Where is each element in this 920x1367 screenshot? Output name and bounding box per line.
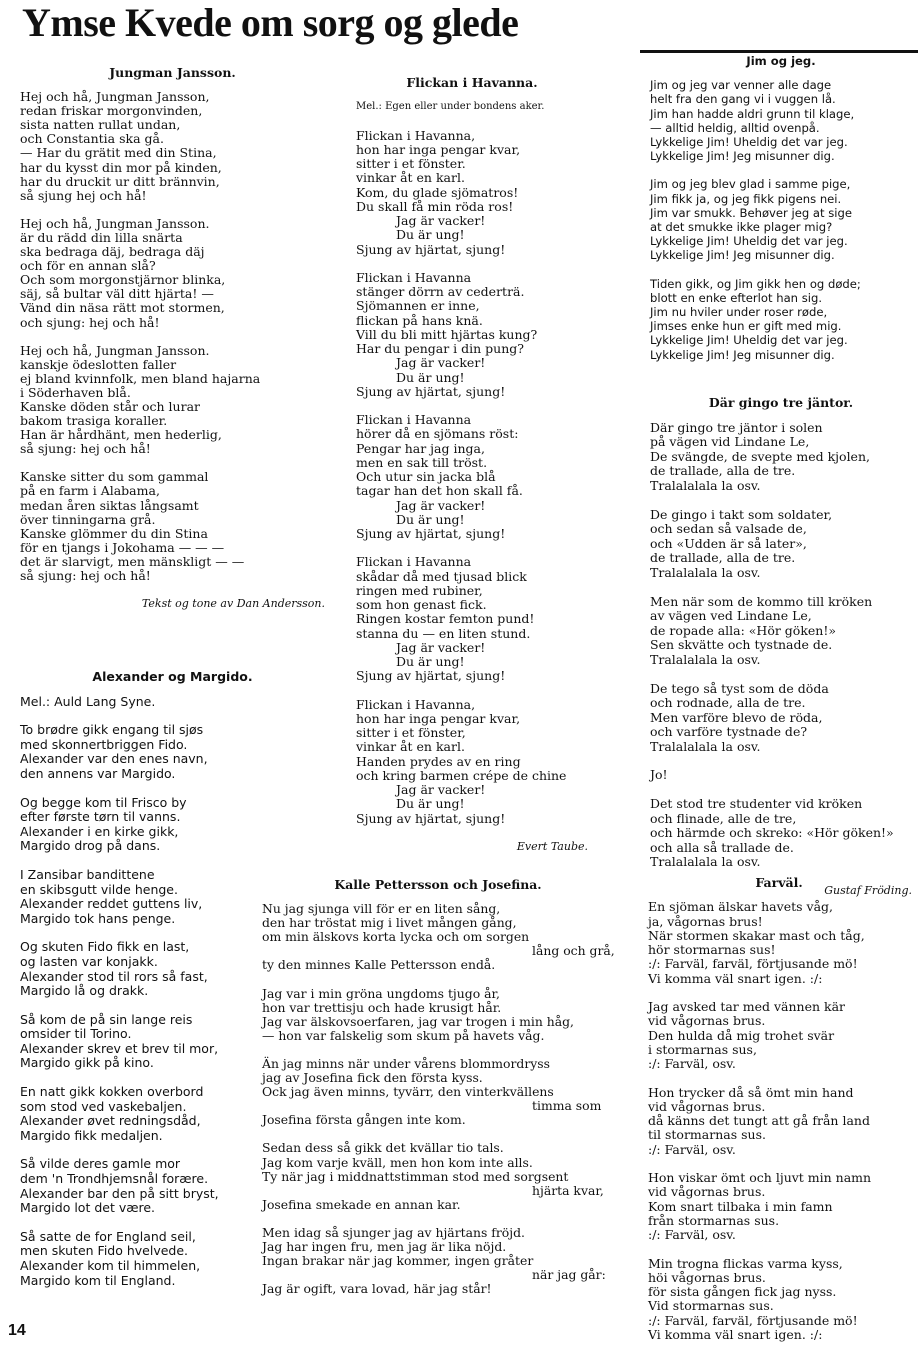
- verse-line: så sjung: hej och hå!: [20, 568, 151, 583]
- stanza: [20, 217, 325, 330]
- verse-line: den annens var Margido.: [20, 765, 176, 781]
- verse-line: Hon trycker då så ömt min hand: [648, 1084, 854, 1100]
- verse-line: vinkar åt en karl.: [356, 739, 465, 755]
- page-number: 14: [8, 1322, 26, 1339]
- verse-line: :/: Farväl, osv.: [648, 1141, 736, 1157]
- song-credit: Tekst og tone av Dan Andersson.: [141, 597, 325, 611]
- verse-line: höi vågornas brus.: [648, 1269, 766, 1285]
- verse-line: Sedan dess så gikk det kvällar tio tals.: [262, 1140, 504, 1156]
- verse-line: hör stormarnas sus!: [648, 942, 776, 958]
- verse-line: Alexander øvet redningsdåd,: [20, 1113, 201, 1129]
- verse-line: ja, vågornas brus!: [648, 913, 763, 929]
- verse-line: Lykkelige Jim! Uheldig det var jeg.: [650, 333, 848, 348]
- verse-line: medan åren siktas långsamt: [20, 497, 199, 513]
- verse-line: men skuten Fido hvelvede.: [20, 1243, 189, 1259]
- stanza: [356, 129, 588, 257]
- verse-line: helt fra den gang vi i vuggen lå.: [650, 92, 836, 107]
- stanza: [650, 421, 912, 494]
- verse-line: i stormarnas sus,: [648, 1041, 757, 1057]
- verse-line: stanna du — en liten stund.: [356, 625, 531, 641]
- verse-line: en skibsgutt vilde henge.: [20, 881, 178, 897]
- verse-line: Så vilde deres gamle mor: [20, 1156, 181, 1172]
- verse-line: Kom snart tilbaka i min famn: [648, 1198, 833, 1214]
- verse-line: Pengar har jag inga,: [356, 440, 485, 456]
- verse-line: Ringen kostar femton pund!: [356, 611, 535, 627]
- verse-line: bakom trasiga koraller.: [20, 413, 168, 429]
- stanza: [356, 413, 588, 541]
- verse-line: Ock jag även minns, tyvärr, den vinterkvällens: [262, 1084, 554, 1100]
- song-dar-gingo-tre-jantor: [650, 396, 912, 899]
- verse-line: när jag går:: [532, 1267, 606, 1283]
- verse-line: Du är ung!: [396, 511, 465, 527]
- verse-line: för en tjangs i Jokohama — — —: [20, 539, 225, 555]
- verse-line: Har du pengar i din pung?: [356, 341, 524, 356]
- verse-line: at det smukke ikke plager mig?: [650, 220, 833, 235]
- verse-line: Margido fikk medaljen.: [20, 1127, 163, 1143]
- verse-line: Vänd din näsa rätt mot stormen,: [20, 300, 225, 316]
- verse-line: En natt gikk kokken overbord: [20, 1084, 204, 1100]
- verse-line: Alexander kom til himmelen,: [20, 1258, 201, 1273]
- verse-line: det är slarvigt, men mänskligt — —: [20, 553, 245, 569]
- stanza: [356, 698, 588, 826]
- verse-line: Tiden gikk, og Jim gikk hen og døde;: [650, 276, 861, 291]
- verse-line: Jim han hadde aldri grunn til klage,: [650, 106, 855, 121]
- verse-line: Flickan i Havanna: [356, 269, 472, 285]
- verse-line: til stormarnas sus.: [648, 1127, 766, 1143]
- verse-line: och alla så trallade de.: [650, 839, 794, 855]
- stanza: [650, 595, 912, 668]
- verse-line: Vid stormarnas sus.: [648, 1298, 774, 1314]
- verse-line: och sjung: hej och hå!: [20, 314, 160, 330]
- verse-line: de trallade, alla de tre.: [650, 463, 796, 479]
- song-title: Där gingo tre jäntor.: [708, 395, 854, 410]
- stanza: [648, 1086, 910, 1157]
- header-rule: [640, 50, 918, 53]
- verse-line: och rodnade, alla de tre.: [650, 695, 806, 711]
- verse-line: Alexander var den enes navn,: [20, 751, 208, 767]
- verse-line: vid vågornas brus.: [648, 1013, 766, 1029]
- verse-line: säj, så bultar väl ditt hjärta! —: [20, 286, 214, 302]
- verse-line: Kom, du glade sjömatros!: [356, 184, 519, 200]
- verse-line: tagar han det hon skall få.: [356, 483, 523, 499]
- stanza: [356, 271, 588, 399]
- verse-line: kanskje ödeslotten faller: [20, 356, 177, 372]
- stanza: [262, 1226, 614, 1296]
- stanza: [262, 987, 614, 1043]
- verse-line: från stormarnas sus.: [648, 1212, 780, 1228]
- verse-line: :/: Farväl, osv.: [648, 1227, 736, 1243]
- verse-line: — Har du grätit med din Stina,: [20, 145, 217, 161]
- verse-line: Sjung av hjärtat, sjung!: [356, 668, 506, 684]
- verse-line: Du är ung!: [396, 654, 465, 669]
- verse-line: de trallade, alla de tre.: [650, 550, 796, 566]
- song-credit: Gustaf Fröding.: [824, 884, 912, 898]
- verse-line: stänger dörrn av cederträ.: [356, 284, 525, 299]
- verse-line: Lykkelige Jim! Uheldig det var jeg.: [650, 234, 848, 249]
- verse-line: :/: Farväl, farväl, förtjusande mö!: [648, 956, 858, 972]
- verse-line: Jag är vacker!: [396, 782, 486, 797]
- verse-line: Jim og jeg blev glad i samme pige,: [650, 177, 851, 192]
- verse-line: Vill du bli mitt hjärtas kung?: [356, 326, 538, 342]
- verse-line: Tralalalala la osv.: [650, 477, 761, 493]
- verse-line: Jag kom varje kväll, men hon kom inte alls.: [262, 1154, 533, 1170]
- verse-line: vid vågornas brus.: [648, 1098, 766, 1114]
- verse-line: hörer då en sjömans röst:: [356, 426, 519, 442]
- song-farval: [648, 876, 910, 1356]
- verse-line: Hej och hå, Jungman Jansson.: [20, 342, 210, 358]
- stanza: [262, 1141, 614, 1211]
- song-title: Farväl.: [755, 875, 803, 890]
- verse-line: Josefina första gången inte kom.: [262, 1112, 466, 1128]
- verse-line: De gingo i takt som soldater,: [650, 506, 833, 522]
- verse-line: Flickan i Havanna,: [356, 696, 476, 712]
- verse-line: Lykkelige Jim! Jeg misunner dig.: [650, 248, 835, 263]
- song-credit: Evert Taube.: [516, 839, 588, 853]
- verse-line: — alltid heldig, alltid ovenpå.: [650, 120, 820, 135]
- verse-line: blott en enke efterlot han sig.: [650, 290, 823, 305]
- song-title: Flickan i Havanna.: [406, 75, 538, 90]
- verse-line: Men varföre blevo de röda,: [650, 709, 823, 725]
- stanza: [650, 682, 912, 755]
- verse-line: Så kom de på sin lange reis: [20, 1011, 193, 1027]
- verse-line: lång och grå,: [532, 943, 615, 959]
- verse-line: Nu jag sjunga vill för er en liten sång,: [262, 901, 501, 917]
- verse-line: To brødre gikk engang til sjøs: [20, 722, 204, 738]
- verse-line: och «Udden är så later»,: [650, 535, 807, 551]
- verse-line: Josefina smekade en annan kar.: [262, 1196, 461, 1212]
- stanza: [650, 768, 912, 783]
- verse-line: :/: Farväl, farväl, förtjusande mö!: [648, 1312, 858, 1328]
- verse-line: Jag är ogift, vara lovad, här jag står!: [262, 1281, 492, 1297]
- verse-line: som stod ved vaskebaljen.: [20, 1098, 187, 1114]
- verse-line: Jag är vacker!: [396, 213, 486, 228]
- verse-line: har du kysst din mor på kinden,: [20, 159, 222, 175]
- verse-line: hjärta kvar,: [532, 1182, 604, 1198]
- verse-line: är du rädd din lilla snärta: [20, 229, 183, 245]
- verse-line: Jag avsked tar med vännen kär: [648, 999, 846, 1015]
- verse-line: ty den minnes Kalle Pettersson endå.: [262, 957, 496, 973]
- verse-line: Jag har ingen fru, men jag är lika nöjd.: [262, 1238, 507, 1254]
- stanza: [20, 90, 325, 203]
- stanza: [262, 902, 614, 972]
- verse-line: Hej och hå, Jungman Jansson.: [20, 215, 210, 231]
- verse-line: över tinningarna grå.: [20, 511, 156, 527]
- verse-line: og lasten var konjakk.: [20, 953, 158, 969]
- verse-line: hon har inga pengar kvar,: [356, 710, 521, 726]
- verse-line: Margido drog på dans.: [20, 838, 161, 854]
- verse-line: Men när som de kommo till kröken: [650, 593, 873, 609]
- verse-line: I Zansibar bandittene: [20, 866, 155, 882]
- verse-line: så sjung: hej och hå!: [20, 441, 151, 457]
- stanza: [20, 344, 325, 457]
- song-flickan-i-havanna: [356, 76, 588, 854]
- verse-line: När stormen skakar mast och tåg,: [648, 927, 865, 943]
- verse-line: men en sak till tröst.: [356, 454, 488, 470]
- verse-line: Og skuten Fido fikk en last,: [20, 939, 190, 955]
- song-jim-og-jeg: [650, 54, 912, 376]
- verse-line: flickan på hans knä.: [356, 312, 483, 328]
- verse-line: med skonnertbriggen Fido.: [20, 736, 188, 752]
- verse-line: Och som morgonstjärnor blinka,: [20, 272, 226, 288]
- verse-line: Alexander reddet guttens liv,: [20, 896, 203, 912]
- verse-line: Det stod tre studenter vid kröken: [650, 796, 863, 812]
- page-title: Ymse Kvede om sorg og glede: [22, 0, 519, 45]
- verse-line: Kanske döden står och lurar: [20, 398, 200, 414]
- verse-line: Alexander skrev et brev til mor,: [20, 1040, 219, 1056]
- verse-line: redan friskar morgonvinden,: [20, 103, 203, 119]
- stanza: [648, 1000, 910, 1071]
- verse-line: Jag var i min gröna ungdoms tjugo år,: [262, 985, 500, 1001]
- song-title: Jim og jeg.: [746, 54, 816, 68]
- verse-line: den har tröstat mig i livet mången gång,: [262, 915, 517, 931]
- verse-line: Lykkelige Jim! Jeg misunner dig.: [650, 347, 835, 362]
- verse-line: Flickan i Havanna,: [356, 127, 476, 143]
- verse-line: Du är ung!: [396, 796, 465, 812]
- stanza: [650, 797, 912, 870]
- verse-line: ringen med rubiner,: [356, 582, 483, 598]
- verse-line: och härmde och skreko: «Hör göken!»: [650, 825, 894, 841]
- verse-line: av vägen ved Lindane Le,: [650, 608, 812, 624]
- verse-line: Vi komma väl snart igen. :/:: [648, 970, 823, 986]
- verse-line: Än jag minns när under vårens blommordryss: [262, 1055, 550, 1071]
- verse-line: vid vågornas brus.: [648, 1184, 766, 1200]
- verse-line: sitter i et fönster.: [356, 156, 466, 171]
- verse-line: Hon viskar ömt och ljuvt min namn: [648, 1170, 872, 1186]
- verse-line: Sen skvätte och tystnade de.: [650, 637, 833, 653]
- verse-line: Sjung av hjärtat, sjung!: [356, 241, 506, 257]
- verse-line: timma som: [532, 1098, 602, 1114]
- verse-line: Alexander bar den på sitt bryst,: [20, 1185, 219, 1201]
- verse-line: Jag är vacker!: [396, 497, 486, 513]
- verse-line: sista natten rullat undan,: [20, 117, 181, 133]
- verse-line: Tralalalala la osv.: [650, 738, 761, 754]
- stanza: [262, 1057, 614, 1127]
- verse-line: Hej och hå, Jungman Jansson,: [20, 89, 210, 105]
- verse-line: Du skall få min röda ros!: [356, 198, 514, 214]
- verse-line: som hon genast fick.: [356, 597, 487, 612]
- verse-line: En sjöman älskar havets våg,: [648, 899, 833, 915]
- verse-line: och för en annan slå?: [20, 258, 156, 274]
- verse-line: så sjung hej och hå!: [20, 187, 147, 203]
- verse-line: Og begge kom til Frisco by: [20, 794, 187, 810]
- verse-line: har du druckit ur ditt brännvin,: [20, 173, 220, 189]
- verse-line: Jim nu hviler under roser røde,: [650, 305, 828, 320]
- stanza: [648, 900, 910, 986]
- verse-line: de ropade alla: «Hör göken!»: [650, 622, 837, 638]
- verse-line: Så satte de for England seil,: [20, 1228, 196, 1244]
- verse-line: och kring barmen crépe de chine: [356, 767, 567, 783]
- verse-line: jag av Josefina fick den första kyss.: [262, 1070, 483, 1086]
- verse-line: på en farm i Alabama,: [20, 483, 160, 499]
- verse-line: och flinade, alle de tre,: [650, 810, 797, 826]
- stanza: [650, 78, 912, 163]
- melody-note: Mel.: Auld Lang Syne.: [20, 693, 156, 709]
- stanza: [650, 277, 912, 362]
- verse-line: Ty när jag i middnattstimman stod med sorgsent: [262, 1168, 569, 1184]
- verse-line: Jim og jeg var venner alle dage: [650, 78, 832, 93]
- verse-line: dem 'n Trondhjemsnål forære.: [20, 1171, 209, 1187]
- verse-line: Alexander stod til rors så fast,: [20, 968, 208, 984]
- verse-line: Kanske sitter du som gammal: [20, 469, 209, 485]
- verse-line: och sedan så valsade de,: [650, 521, 807, 537]
- stanza: [356, 555, 588, 683]
- stanza: [20, 723, 325, 781]
- verse-line: Jim fikk ja, og jeg fikk pigens nei.: [650, 191, 842, 206]
- verse-line: Tralalalala la osv.: [650, 564, 761, 580]
- verse-line: Där gingo tre jäntor i solen: [650, 419, 823, 435]
- verse-line: Flickan i Havanna: [356, 554, 472, 570]
- verse-line: sitter i et fönster,: [356, 725, 466, 740]
- verse-line: — hon var falskelig som skum på havets våg.: [262, 1027, 545, 1043]
- song-title: Alexander og Margido.: [92, 669, 253, 684]
- verse-line: Sjömannen er inne,: [356, 298, 480, 314]
- verse-line: Lykkelige Jim! Uheldig det var jeg.: [650, 135, 848, 150]
- verse-line: hon har inga pengar kvar,: [356, 141, 521, 157]
- verse-line: Sjung av hjärtat, sjung!: [356, 383, 506, 399]
- verse-line: och varföre tystnade de?: [650, 724, 808, 740]
- verse-line: Jim var smukk. Behøver jeg at sige: [650, 205, 852, 220]
- melody-note: Mel.: Egen eller under bondens aker.: [356, 101, 545, 113]
- verse-line: Sjung av hjärtat, sjung!: [356, 810, 506, 826]
- verse-line: skådar då med tjusad blick: [356, 568, 527, 584]
- verse-line: vinkar åt en karl.: [356, 170, 465, 186]
- stanza: [648, 1257, 910, 1343]
- song-kalle-pettersson: [262, 878, 614, 1310]
- verse-line: då känns det tungt att gå från land: [648, 1113, 870, 1129]
- verse-line: Margido kom til England.: [20, 1272, 176, 1288]
- verse-line: Jag är vacker!: [396, 355, 486, 371]
- verse-line: ej bland kvinnfolk, men bland hajarna: [20, 370, 261, 386]
- verse-line: De svängde, de svepte med kjolen,: [650, 448, 870, 464]
- verse-line: De tego så tyst som de döda: [650, 680, 829, 696]
- verse-line: och Constantia ska gå.: [20, 131, 164, 147]
- verse-line: Handen prydes av en ring: [356, 753, 521, 769]
- verse-line: Och utur sin jacka blå: [356, 469, 496, 484]
- verse-line: Men idag så sjunger jag av hjärtans fröjd.: [262, 1224, 525, 1240]
- verse-line: i Söderhaven blå.: [20, 384, 131, 400]
- verse-line: Min trogna flickas varma kyss,: [648, 1255, 843, 1271]
- verse-line: :/: Farväl, osv.: [648, 1056, 736, 1072]
- verse-line: Tralalalala la osv.: [650, 651, 761, 667]
- song-title: Kalle Pettersson och Josefina.: [334, 877, 542, 892]
- stanza: [20, 796, 325, 854]
- verse-line: Lykkelige Jim! Jeg misunner dig.: [650, 149, 835, 164]
- verse-line: Du är ung!: [396, 227, 465, 243]
- verse-line: Jag var älskovsoerfaren, jag var trogen i min håg,: [262, 1013, 574, 1029]
- verse-line: Han är hårdhänt, men hederlig,: [20, 427, 222, 443]
- verse-line: Flickan i Havanna: [356, 412, 472, 427]
- stanza: [650, 508, 912, 581]
- verse-line: hon var trettisju och hade krusigt hår.: [262, 999, 502, 1015]
- verse-line: omsider til Torino.: [20, 1026, 132, 1042]
- verse-line: Margido lot det være.: [20, 1200, 156, 1216]
- verse-line: Alexander i en kirke gikk,: [20, 823, 179, 839]
- verse-line: Du är ung!: [396, 369, 465, 385]
- verse-line: ska bedraga däj, bedraga däj: [20, 244, 205, 260]
- stanza: [648, 1171, 910, 1242]
- verse-line: om min älskovs korta lycka och om sorgen: [262, 929, 530, 945]
- song-title: Jungman Jansson.: [109, 65, 236, 80]
- verse-line: Jimses enke hun er gift med mig.: [650, 319, 842, 334]
- verse-line: Margido lå og drakk.: [20, 983, 149, 999]
- song-jungman-jansson: [20, 66, 325, 611]
- verse-line: Sjung av hjärtat, sjung!: [356, 526, 506, 541]
- verse-line: på vägen vid Lindane Le,: [650, 434, 810, 450]
- verse-line: Den hulda då mig trohet svär: [648, 1027, 835, 1043]
- verse-line: Margido gikk på kino.: [20, 1055, 154, 1071]
- verse-line: Tralalalala la osv.: [650, 854, 761, 870]
- verse-line: Jo!: [650, 767, 668, 783]
- verse-line: för sista gången fick jag nyss.: [648, 1284, 837, 1300]
- verse-line: Margido tok hans penge.: [20, 910, 176, 926]
- verse-line: efter første tørn til vanns.: [20, 809, 181, 825]
- verse-line: Vi komma väl snart igen. :/:: [648, 1327, 823, 1343]
- verse-line: Ingan brakar när jag kommer, ingen gråter: [262, 1253, 534, 1269]
- stanza: [650, 177, 912, 262]
- verse-line: Jag är vacker!: [396, 639, 486, 655]
- verse-line: Kanske glömmer du din Stina: [20, 525, 208, 541]
- stanza: [20, 470, 325, 583]
